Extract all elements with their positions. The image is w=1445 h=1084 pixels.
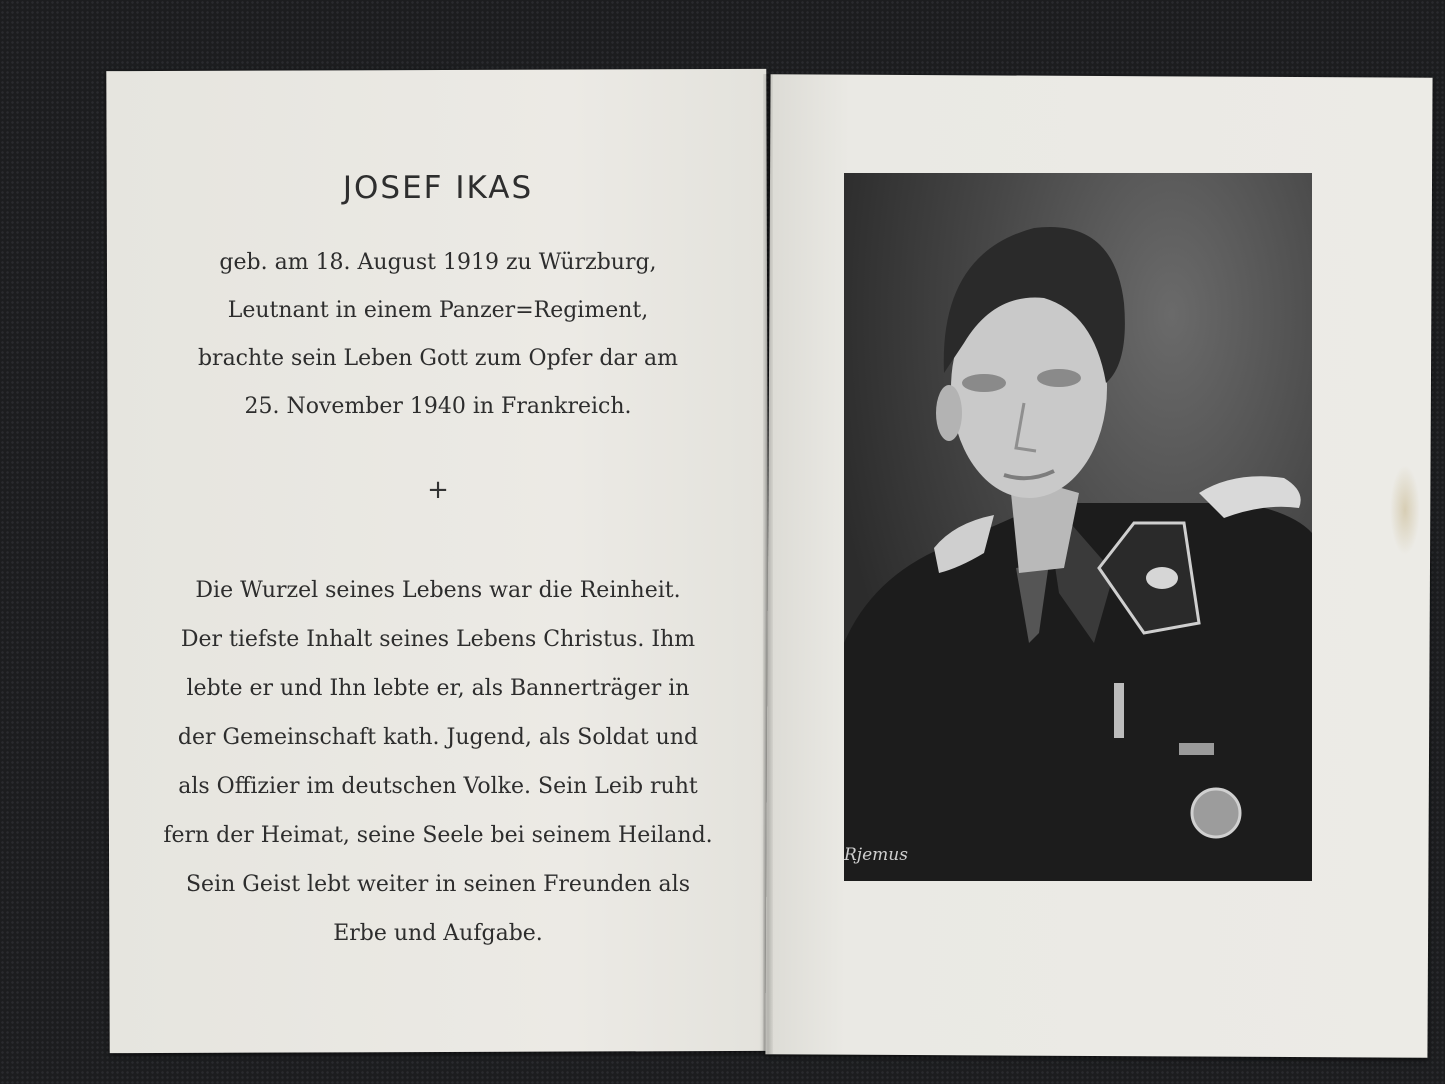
verse-line: der Gemeinschaft kath. Jugend, als Soldat und	[177, 725, 699, 750]
verse-line: fern der Heimat, seine Seele bei seinem Heiland.	[163, 823, 713, 848]
portrait-photo	[844, 173, 1312, 881]
bio-line: brachte sein Leben Gott zum Opfer dar am	[197, 346, 679, 371]
verse-line: Die Wurzel seines Lebens war die Reinheit.	[195, 578, 681, 603]
verse-line: lebte er und Ihn lebte er, als Bannerträger in	[186, 676, 690, 701]
memorial-card	[108, 70, 1433, 1060]
verse-line: Der tiefste Inhalt seines Lebens Christus. Ihm	[180, 627, 696, 652]
paper-stain	[1390, 465, 1420, 555]
verse-line: Sein Geist lebt weiter in seinen Freunden als	[185, 872, 690, 897]
verse-line: Erbe und Aufgabe.	[333, 921, 543, 946]
deceased-name: JOSEF IKAS	[342, 170, 534, 206]
left-page	[106, 69, 769, 1053]
card-fold	[763, 74, 773, 1054]
bio-line: geb. am 18. August 1919 zu Würzburg,	[219, 250, 657, 275]
photographer-signature: Rjemus	[844, 845, 908, 865]
bio-line: Leutnant in einem Panzer=Regiment,	[227, 298, 649, 323]
bio-line: 25. November 1940 in Frankreich.	[244, 394, 632, 419]
verse-line: als Offizier im deutschen Volke. Sein Leib ruht	[178, 774, 698, 799]
portrait-figure	[844, 173, 1312, 881]
cross-icon: +	[427, 475, 449, 505]
